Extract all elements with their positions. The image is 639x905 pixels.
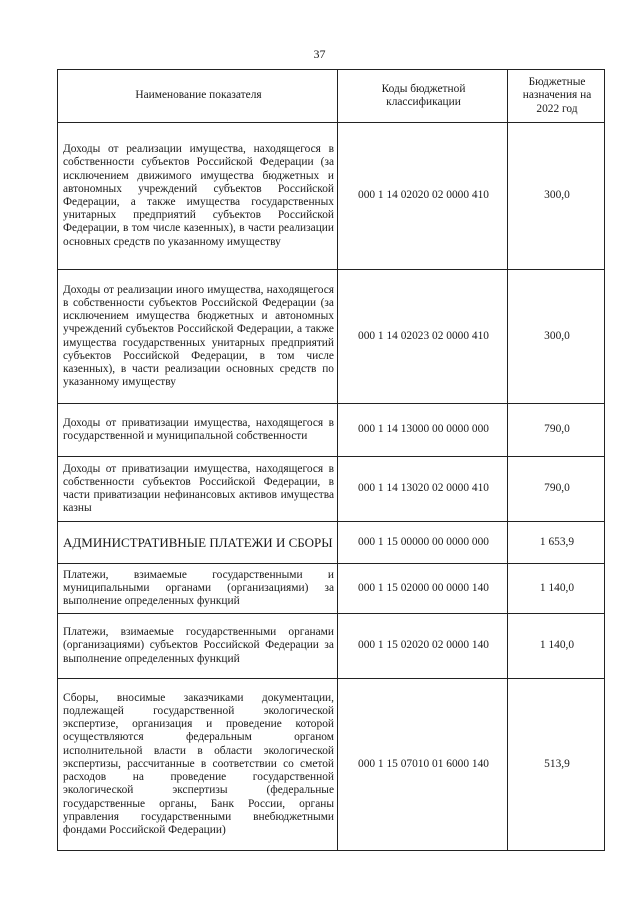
row-value: 300,0 <box>508 270 605 404</box>
table-row <box>58 270 605 404</box>
row-name: Платежи, взимаемые государственными органами (организациями) субъектов Российской Федерации за выполнение определенных функций <box>58 614 338 679</box>
table-row <box>58 614 605 679</box>
table-row-section <box>58 522 605 564</box>
row-name: Доходы от приватизации имущества, находящегося в собственности субъектов Российской Федерации, в части приватизации нефинансовых активов имущества казны <box>58 457 338 522</box>
row-code: 000 1 14 13020 02 0000 410 <box>338 457 508 522</box>
row-value: 513,9 <box>508 679 605 851</box>
header-name: Наименование показателя <box>58 70 338 123</box>
budget-table <box>57 69 605 851</box>
header-code: Коды бюджетной классификации <box>338 70 508 123</box>
row-code: 000 1 15 00000 00 0000 000 <box>338 522 508 564</box>
table-row <box>58 564 605 614</box>
row-value: 1 140,0 <box>508 614 605 679</box>
row-code: 000 1 14 13000 00 0000 000 <box>338 404 508 457</box>
table-row <box>58 457 605 522</box>
row-name: Доходы от реализации иного имущества, находящегося в собственности субъектов Российской Федерации (за исключением имущества бюджетных и автономных учреждений субъектов Российской Федерации, а также имущества государственных унитарных предприятий субъектов Российской Федерации, в том числе казенных), в части реализации основных средств по указанному имуществу <box>58 270 338 404</box>
row-value: 1 140,0 <box>508 564 605 614</box>
row-value: 790,0 <box>508 404 605 457</box>
row-name: Доходы от реализации имущества, находящегося в собственности субъектов Российской Федерации (за исключением движимого имущества бюджетных и автономных учреждений субъектов Российской Федерации, а также имущества государственных унитарных предприятий субъектов Российской Федерации, в том числе казенных), в части реализации основных средств по указанному имуществу <box>58 123 338 270</box>
row-name: Сборы, вносимые заказчиками документации, подлежащей государственной экологической экспертизе, организация и проведение которой осуществляются федеральным органом исполнительной власти в области экологической экспертизы, рассчитанные в соответствии со сметой расходов на проведение государственной экологической экспертизы (федеральные государственные органы, Банк России, органы управления государственными внебюджетными фондами Российской Федерации) <box>58 679 338 851</box>
row-name: Платежи, взимаемые государственными и муниципальными органами (организациями) за выполнение определенных функций <box>58 564 338 614</box>
row-code: 000 1 14 02023 02 0000 410 <box>338 270 508 404</box>
table-row <box>58 679 605 851</box>
row-value: 790,0 <box>508 457 605 522</box>
row-name: Доходы от приватизации имущества, находящегося в государственной и муниципальной собственности <box>58 404 338 457</box>
header-value: Бюджетные назначения на 2022 год <box>508 70 605 123</box>
row-value: 1 653,9 <box>508 522 605 564</box>
row-code: 000 1 15 02020 02 0000 140 <box>338 614 508 679</box>
row-name: АДМИНИСТРАТИВНЫЕ ПЛАТЕЖИ И СБОРЫ <box>58 522 338 564</box>
table-row <box>58 404 605 457</box>
row-code: 000 1 14 02020 02 0000 410 <box>338 123 508 270</box>
table-header-row <box>58 70 605 123</box>
row-code: 000 1 15 02000 00 0000 140 <box>338 564 508 614</box>
table-row <box>58 123 605 270</box>
page-number: 37 <box>313 47 326 61</box>
row-value: 300,0 <box>508 123 605 270</box>
row-code: 000 1 15 07010 01 6000 140 <box>338 679 508 851</box>
